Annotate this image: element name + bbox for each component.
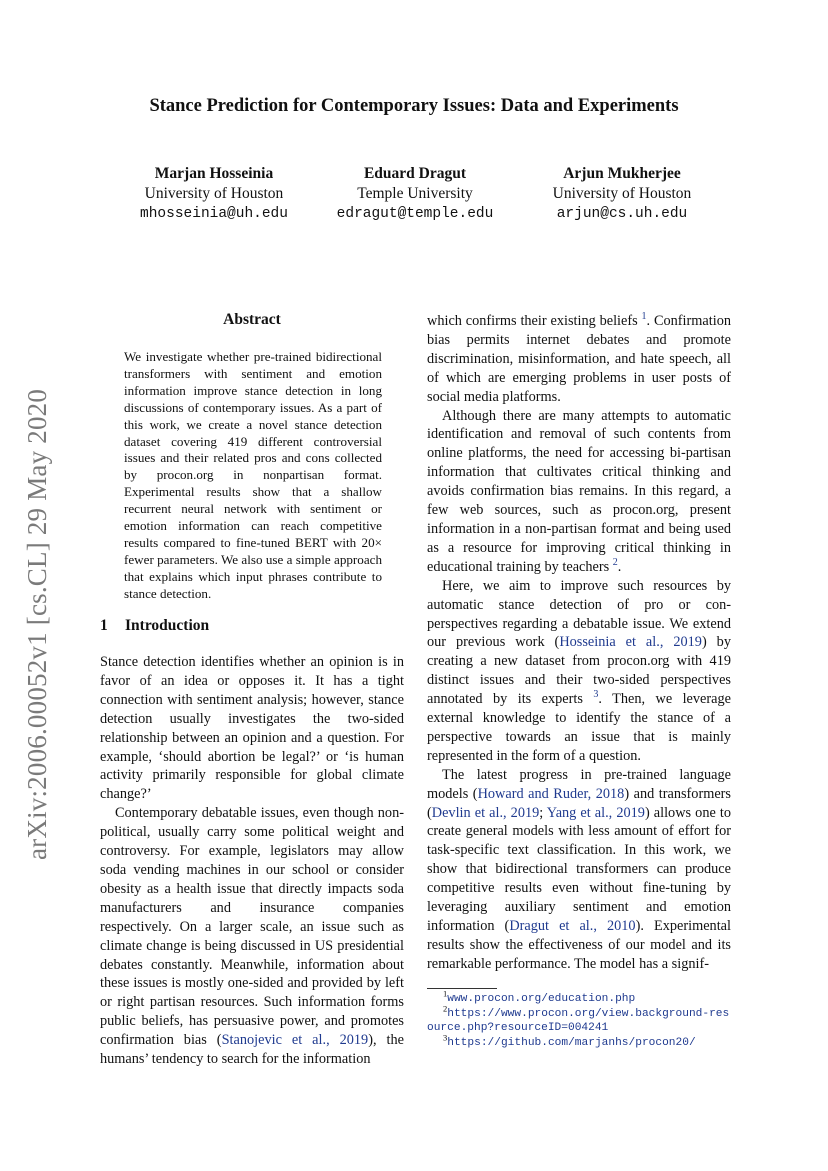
paragraph	[427, 766, 731, 974]
footnote-url[interactable]: https://github.com/marjanhs/procon20/	[447, 1036, 696, 1049]
paragraph-text: Contemporary debatable issues, even though non-political, usually carry some political weight and controversy. For example, legislators may allow soda vending machines in our school or consider obesity as a health issue that directly impacts soda manufacturers and insurance companies respectively. On a larger scale, an issue such as climate change is being discussed in US presidential debates constantly. Meanwhile, information about these issues is mostly one-sided and provided by left or right partisan resources. Such information forms public beliefs, has persuasive power, and promotes confirmation bias (	[100, 805, 404, 1049]
footnote-divider	[427, 988, 497, 989]
author-name: Eduard Dragut	[363, 165, 467, 182]
citation-link[interactable]: Devlin et al., 2019	[431, 804, 540, 821]
paragraph-text: ), the humans’ tendency to search for the information	[100, 1032, 404, 1068]
paragraph	[427, 407, 731, 577]
citation-link[interactable]: Dragut et al., 2010	[509, 918, 636, 934]
paragraph-text: ) by creating a new dataset from procon.org with 419 distinct issues and their two-sided perspectives annotated by its experts	[427, 634, 731, 708]
footnote-url[interactable]: https://www.procon.org/view.background-resource.php?resourceID=004241	[427, 1007, 730, 1034]
right-column	[427, 312, 731, 974]
paragraph-text: Although there are many attempts to automatic identification and removal of such contents from online platforms, the need for accessing bi-partisan information that cultivates critical thinking and avoids confirmation bias remains. In this regard, a few web sources, such as procon.org, present information in a non-partisan format and being used as a resource for improving critical thinking in educational training by teachers	[427, 407, 731, 575]
footnote-number: 3	[443, 1031, 448, 1042]
footnote-marker[interactable]: 1	[641, 311, 647, 323]
footnotes	[427, 988, 731, 1050]
paragraph-text: ) and transformers (	[427, 785, 731, 821]
paragraph	[427, 312, 731, 407]
footnote	[427, 1002, 731, 1036]
footnote-number: 2	[443, 1002, 448, 1013]
author-affiliation: University of Houston	[144, 185, 284, 202]
author-block	[104, 164, 324, 224]
paper-title: Stance Prediction for Contemporary Issues: Data and Experiments	[149, 96, 679, 116]
author-affiliation: University of Houston	[552, 185, 692, 202]
abstract-heading: Abstract	[223, 311, 281, 328]
section-title: Introduction	[125, 617, 210, 634]
paragraph-text: ;	[539, 804, 547, 821]
author-email[interactable]: mhosseinia@uh.edu	[140, 206, 288, 222]
footnote-url[interactable]: www.procon.org/education.php	[447, 993, 636, 1005]
section-number: 1	[100, 617, 108, 634]
citation-link[interactable]: Hosseinia et al., 2019	[559, 634, 702, 651]
footnote-marker[interactable]: 3	[593, 689, 599, 701]
paragraph-text: ). Experimental results show the effectiveness of our model and its remarkable performance. The model has a signif-	[427, 918, 731, 972]
section-heading	[100, 617, 209, 635]
paragraph-text: which confirms their existing beliefs	[427, 313, 642, 329]
paragraph-text: . Confirmation bias permits internet debates and promote discrimination, misinformation, and hate speech, all of which are emerging problems in user posts of social media platforms.	[427, 313, 731, 405]
paragraph: Stance detection identifies whether an opinion is in favor of an idea or opposes it. It has a tight connection with sentiment analysis; however, stance detection usually investigates the two-sided relationship between an opinion and a question. For example, ‘should abortion be legal?’ or ‘is human activity primarily responsible for global climate change?’	[100, 654, 404, 803]
citation-link[interactable]: Stanojevic et al., 2019	[221, 1032, 369, 1049]
paragraph-text: ) allows one to create general models with less amount of effort for task-specific text classification. In this work, we show that bidirectional transformers can produce competitive results even without fine-tuning by leveraging auxiliary sentiment and emotion information (	[427, 804, 732, 934]
paragraph	[100, 804, 404, 1069]
author-block	[305, 164, 525, 224]
footnote-marker[interactable]: 2	[612, 557, 618, 569]
author-email[interactable]: edragut@temple.edu	[336, 206, 494, 222]
footnote	[427, 988, 731, 1007]
arxiv-stamp: arXiv:2006.00052v1 [cs.CL] 29 May 2020	[22, 388, 52, 860]
paragraph-text: The latest progress in pre-trained language models (	[427, 766, 731, 802]
author-name: Arjun Mukherjee	[563, 165, 681, 182]
author-affiliation: Temple University	[357, 185, 473, 202]
paragraph-text: . Then, we leverage external knowledge to identify the stance of a perspective towards an issue that is mainly represented in the form of a question.	[427, 691, 731, 764]
paragraph	[427, 577, 731, 766]
paragraph-text: .	[617, 558, 622, 575]
footnote	[427, 1031, 731, 1051]
citation-link[interactable]: Howard and Ruder, 2018	[477, 785, 625, 802]
author-block	[512, 164, 732, 224]
abstract-text: We investigate whether pre-trained bidirectional transformers with sentiment and emotion information improve stance detection in long discussions of contemporary issues. As a part of this work, we create a novel stance detection dataset covering 419 different controversial issues and their related pros and cons collected by procon.org in nonpartisan format. Experimental results show that a shallow recurrent neural network with sentiment or emotion information can reach competitive results compared to fine-tuned BERT with 20× fewer parameters. We also use a simple approach that explains which input phrases contribute to stance detection.	[124, 349, 382, 601]
author-name: Marjan Hosseinia	[154, 165, 274, 182]
footnote-number: 1	[443, 988, 448, 999]
author-email[interactable]: arjun@cs.uh.edu	[556, 206, 688, 222]
citation-link[interactable]: Yang et al., 2019	[546, 804, 645, 821]
paragraph-text: Here, we aim to improve such resources by automatic stance detection of pro or con-perspectives regarding a debatable issue. We extend our previous work (	[427, 577, 731, 651]
left-column	[100, 653, 404, 1069]
